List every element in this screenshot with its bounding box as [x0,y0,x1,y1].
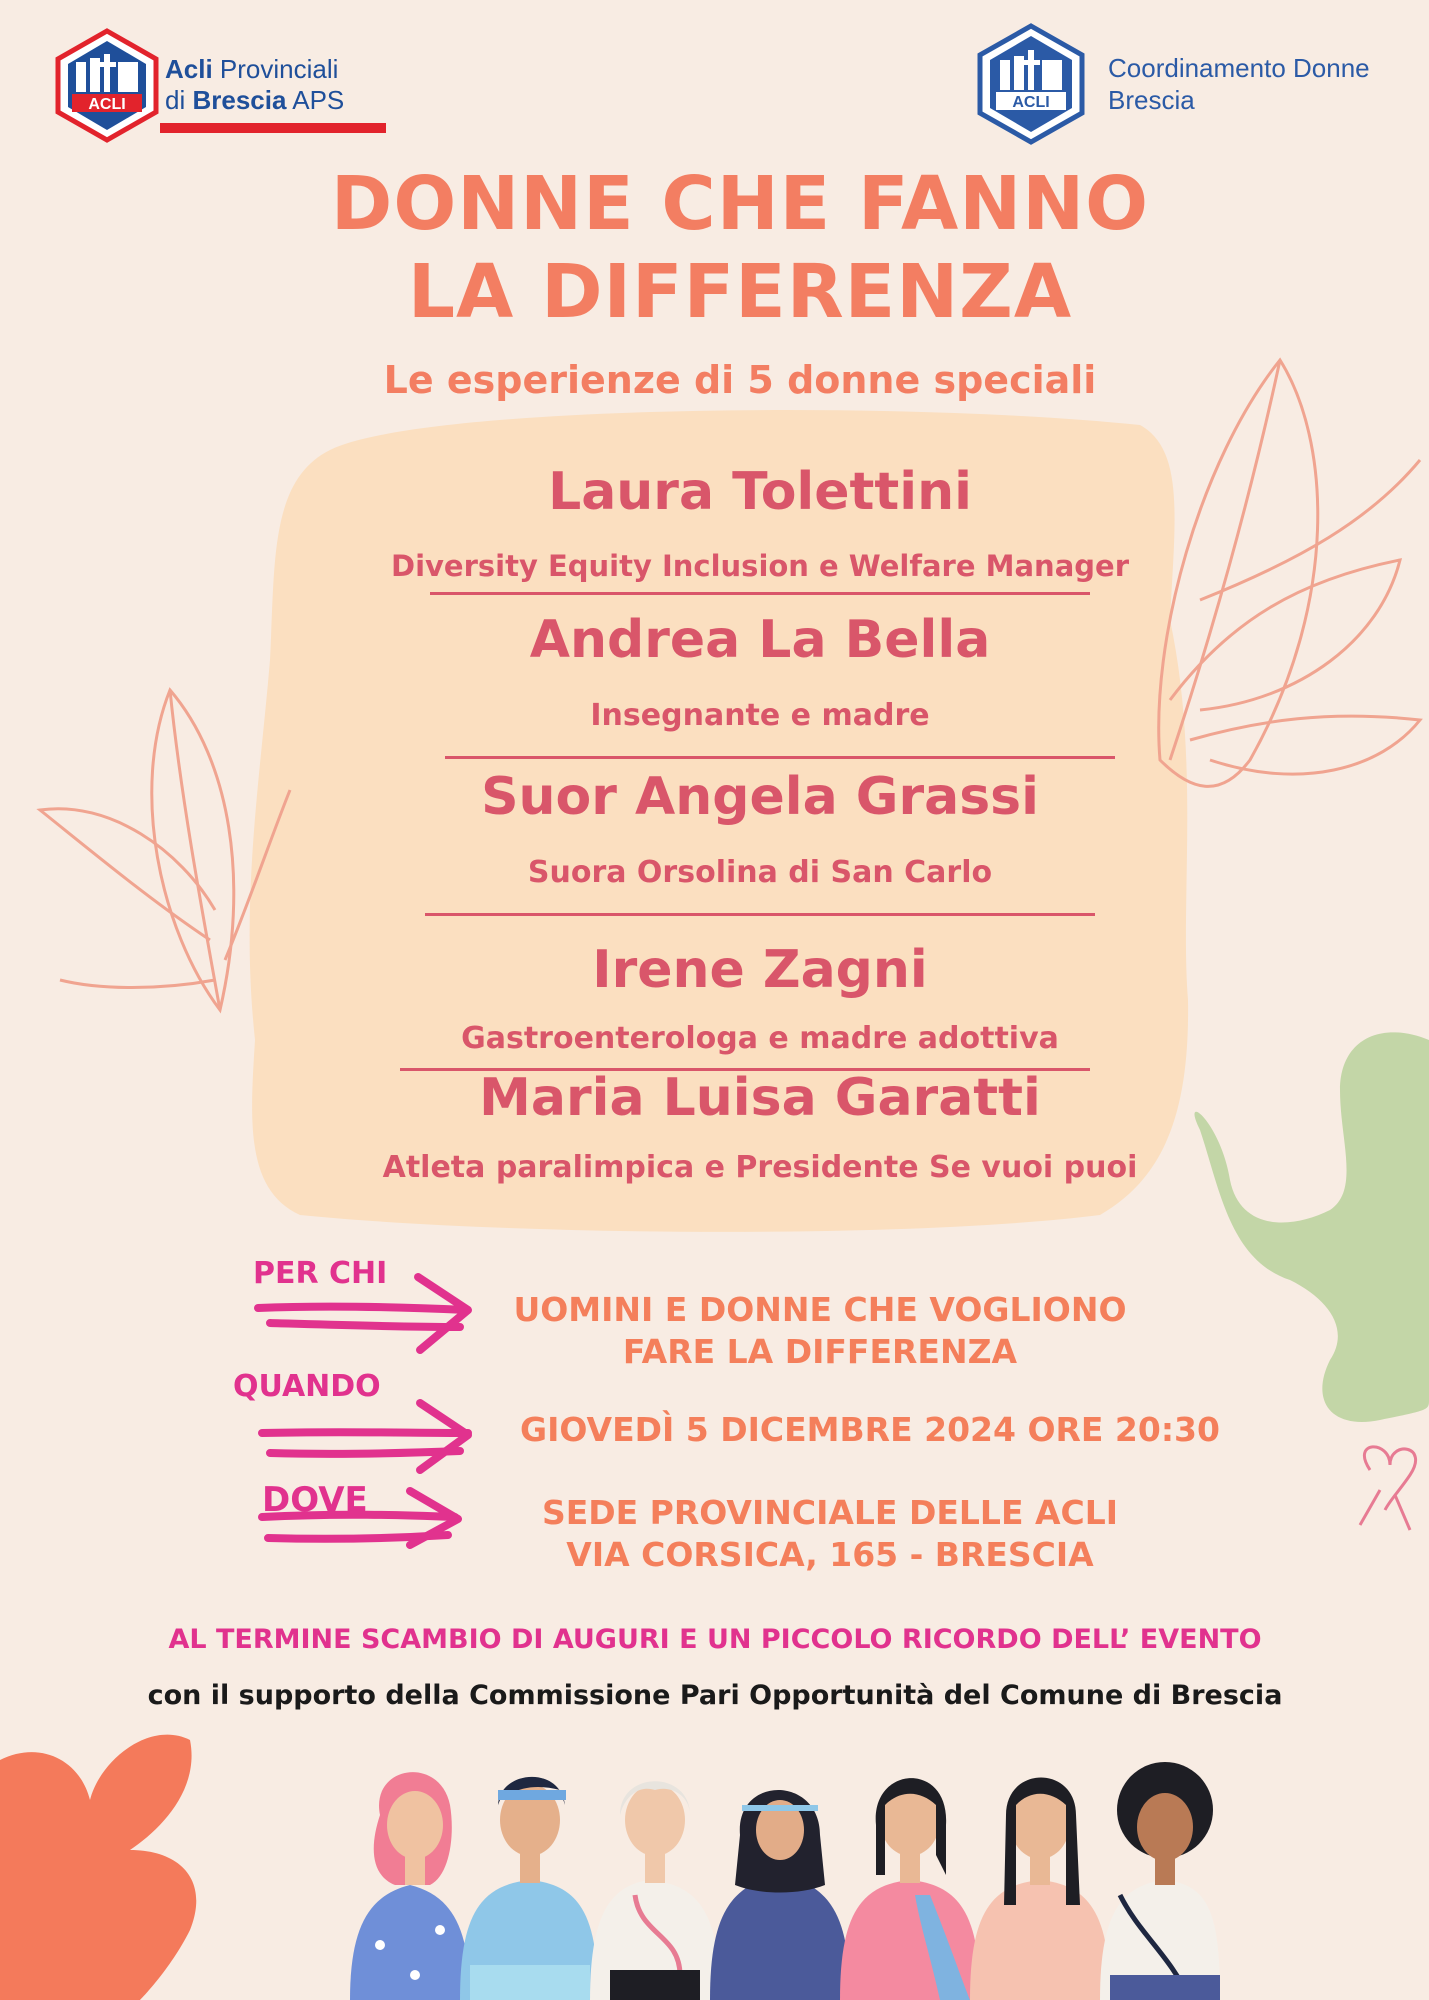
speaker-3-name: Suor Angela Grassi [481,767,1039,827]
woman-3-figure [590,1781,720,2000]
quando-value: GIOVEDÌ 5 DICEMBRE 2024 ORE 20:30 [520,1410,1220,1449]
dove-line-1: SEDE PROVINCIALE DELLE ACLI [541,1493,1119,1532]
acli-emblem-icon [52,28,162,143]
divider-1 [430,592,1090,595]
woman-1-figure [350,1772,470,2000]
logo-aps-word: APS [286,85,345,115]
support-note: con il supporto della Commissione Pari Opportunità del Comune di Brescia [147,1680,1283,1711]
logo-brescia-word: Brescia [192,85,287,115]
woman-2-figure [460,1777,598,2000]
dove-value [480,1492,1180,1576]
speaker-1-name: Laura Tolettini [548,462,972,522]
per-chi-line-1: UOMINI E DONNE CHE VOGLIONO [513,1290,1127,1329]
speaker-2-role: Insegnante e madre [590,698,930,733]
per-chi-line-2: FARE LA DIFFERENZA [622,1332,1018,1371]
logo-acli-word: Acli [165,54,213,84]
acli-provinciali-name [165,54,344,116]
woman-6-figure [970,1778,1110,2000]
dove-arrow-icon [262,1491,458,1545]
per-chi-arrow-icon [258,1277,468,1350]
women-illustration [340,1745,1220,2000]
coral-leaf-shape [0,1735,196,2000]
per-chi-value [470,1289,1170,1373]
subtitle: Le esperienze di 5 donne speciali [383,358,1097,402]
closing-note: AL TERMINE SCAMBIO DI AUGURI E UN PICCOLO RICORDO DELL’ EVENTO [168,1624,1262,1655]
woman-7-figure [1100,1762,1220,2000]
woman-5-figure [840,1778,980,2000]
speaker-5-role: Atleta paralimpica e Presidente Se vuoi puoi [382,1150,1138,1185]
title-line-1: DONNE CHE FANNO [330,161,1150,247]
woman-4-figure [710,1790,850,2000]
speaker-5-name: Maria Luisa Garatti [479,1068,1041,1128]
speaker-2-name: Andrea La Bella [529,610,991,670]
divider-2 [445,756,1115,759]
dove-label: DOVE [262,1480,368,1520]
quando-arrow-icon [262,1403,468,1470]
divider-3 [425,913,1095,916]
heart-ribbon-icon [1360,1447,1416,1530]
coordinamento-donne-name [1108,52,1370,116]
speaker-4-name: Irene Zagni [592,940,928,1000]
acli-donne-emblem-icon [972,20,1090,148]
arrows-group [240,1255,480,1555]
logo-provinciali-word: Provinciali [212,54,339,84]
svg-text:ACLI: ACLI [88,96,126,113]
logo-coordinamento-line: Coordinamento Donne [1108,53,1370,83]
logo-di-word: di [165,85,193,115]
dove-line-2: VIA CORSICA, 165 - BRESCIA [566,1535,1094,1574]
speaker-1-role: Diversity Equity Inclusion e Welfare Manager [391,549,1129,583]
coordinamento-donne-logo[interactable] [972,20,1090,152]
logo-brescia-line: Brescia [1108,85,1195,115]
quando-label: QUANDO [233,1369,381,1404]
per-chi-label: PER CHI [253,1256,388,1291]
svg-text:ACLI: ACLI [1012,94,1050,111]
speaker-3-role: Suora Orsolina di San Carlo [527,855,993,890]
title-line-2: LA DIFFERENZA [407,249,1073,335]
acli-provinciali-logo[interactable] [52,28,162,147]
speaker-4-role: Gastroenterologa e madre adottiva [461,1021,1059,1056]
logo-red-underline [160,123,386,133]
